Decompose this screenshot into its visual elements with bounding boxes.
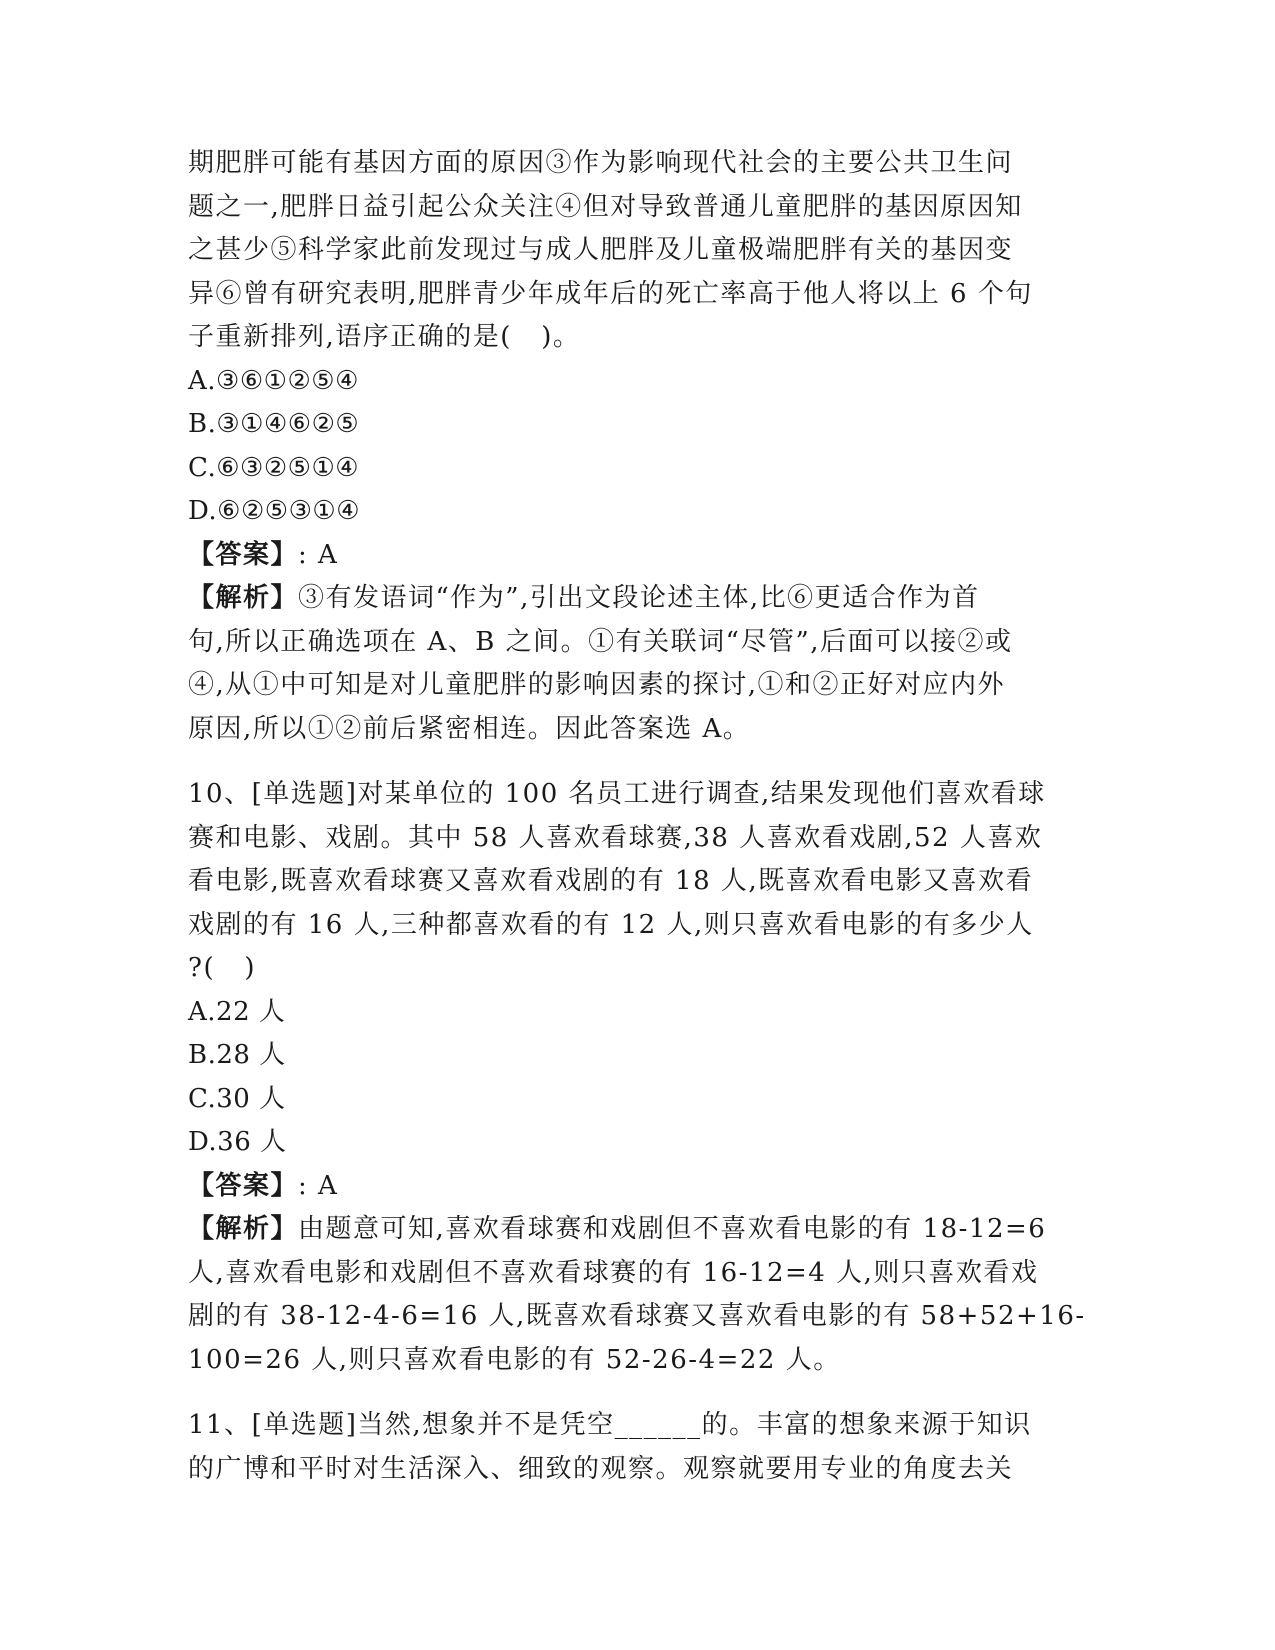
option-b: B.28 人 (188, 1040, 286, 1070)
question-spacer (188, 1382, 1078, 1404)
question-stem-line: 题之一,肥胖日益引起公众关注④但对导致普通儿童肥胖的基因原因知 (188, 191, 1023, 222)
analysis-line: 100=26 人,则只喜欢看电影的有 52-26-4=22 人。 (188, 1344, 841, 1375)
analysis-line: 句,所以正确选项在 A、B 之间。①有关联词“尽管”,后面可以接②或 (188, 626, 1013, 657)
answer-label: 【答案】 (188, 539, 299, 570)
answer-label: 【答案】 (188, 1170, 299, 1201)
analysis-label: 【解析】 (188, 583, 299, 613)
analysis-text: ③有发语词“作为”,引出文段论述主体,比⑥更适合作为首 (298, 583, 980, 613)
analysis-line: ④,从①中可知是对儿童肥胖的影响因素的探讨,①和②正好对应内外 (188, 670, 1006, 700)
analysis-line (188, 577, 1078, 621)
question-stem-line: 期肥胖可能有基因方面的原因③作为影响现代社会的主要公共卫生问 (188, 148, 1014, 178)
option-a: A.22 人 (188, 996, 286, 1027)
question-spacer (188, 751, 1078, 773)
question-stem-line: 戏剧的有 16 人,三种都喜欢看的有 12 人,则只喜欢看电影的有多少人 (188, 909, 1034, 940)
answer-line (188, 1165, 1078, 1209)
answer-value: : A (298, 1170, 339, 1201)
analysis-line (188, 1208, 1078, 1252)
option-c: C.⑥③②⑤①④ (188, 452, 360, 483)
option-a: A.③⑥①②⑤④ (188, 365, 359, 396)
analysis-text: 由题意可知,喜欢看球赛和戏剧但不喜欢看电影的有 18-12=6 (298, 1214, 1047, 1244)
question-10 (188, 773, 1086, 1382)
question-stem-line: 子重新排列,语序正确的是( )。 (188, 322, 581, 352)
analysis-line: 人,喜欢看电影和戏剧但不喜欢看球赛的有 16-12=4 人,则只喜欢看戏 (188, 1257, 1039, 1288)
question-stem-line: 之甚少⑤科学家此前发现过与成人肥胖及儿童极端肥胖有关的基因变 (188, 235, 1014, 265)
question-11 (188, 1404, 1078, 1491)
question-stem-line: 赛和电影、戏剧。其中 58 人喜欢看球赛,38 人喜欢看戏剧,52 人喜欢 (188, 822, 1043, 853)
option-b: B.③①④⑥②⑤ (188, 409, 360, 439)
option-c: C.30 人 (188, 1083, 286, 1114)
analysis-line: 原因,所以①②前后紧密相连。因此答案选 A。 (188, 713, 751, 744)
analysis-label: 【解析】 (188, 1214, 299, 1244)
question-9 (188, 142, 1078, 751)
analysis-line: 剧的有 38-12-4-6=16 人,既喜欢看球赛又喜欢看电影的有 58+52+16- (188, 1301, 1086, 1331)
question-stem-line: 10、[单选题]对某单位的 100 名员工进行调查,结果发现他们喜欢看球 (188, 779, 1046, 809)
document-page (188, 142, 1086, 1491)
question-stem-line: 11、[单选题]当然,想象并不是凭空______的。丰富的想象来源于知识 (188, 1410, 1032, 1440)
question-stem-line: ?( ) (188, 953, 257, 983)
option-d: D.⑥②⑤③①④ (188, 496, 361, 526)
question-stem-line: 异⑥曾有研究表明,肥胖青少年成年后的死亡率高于他人将以上 6 个句 (188, 278, 1033, 309)
question-stem-line: 的广博和平时对生活深入、细致的观察。观察就要用专业的角度去关 (188, 1453, 1014, 1484)
answer-value: : A (298, 539, 339, 570)
option-d: D.36 人 (188, 1127, 287, 1157)
question-stem-line: 看电影,既喜欢看球赛又喜欢看戏剧的有 18 人,既喜欢看电影又喜欢看 (188, 866, 1034, 896)
answer-line (188, 534, 1078, 578)
